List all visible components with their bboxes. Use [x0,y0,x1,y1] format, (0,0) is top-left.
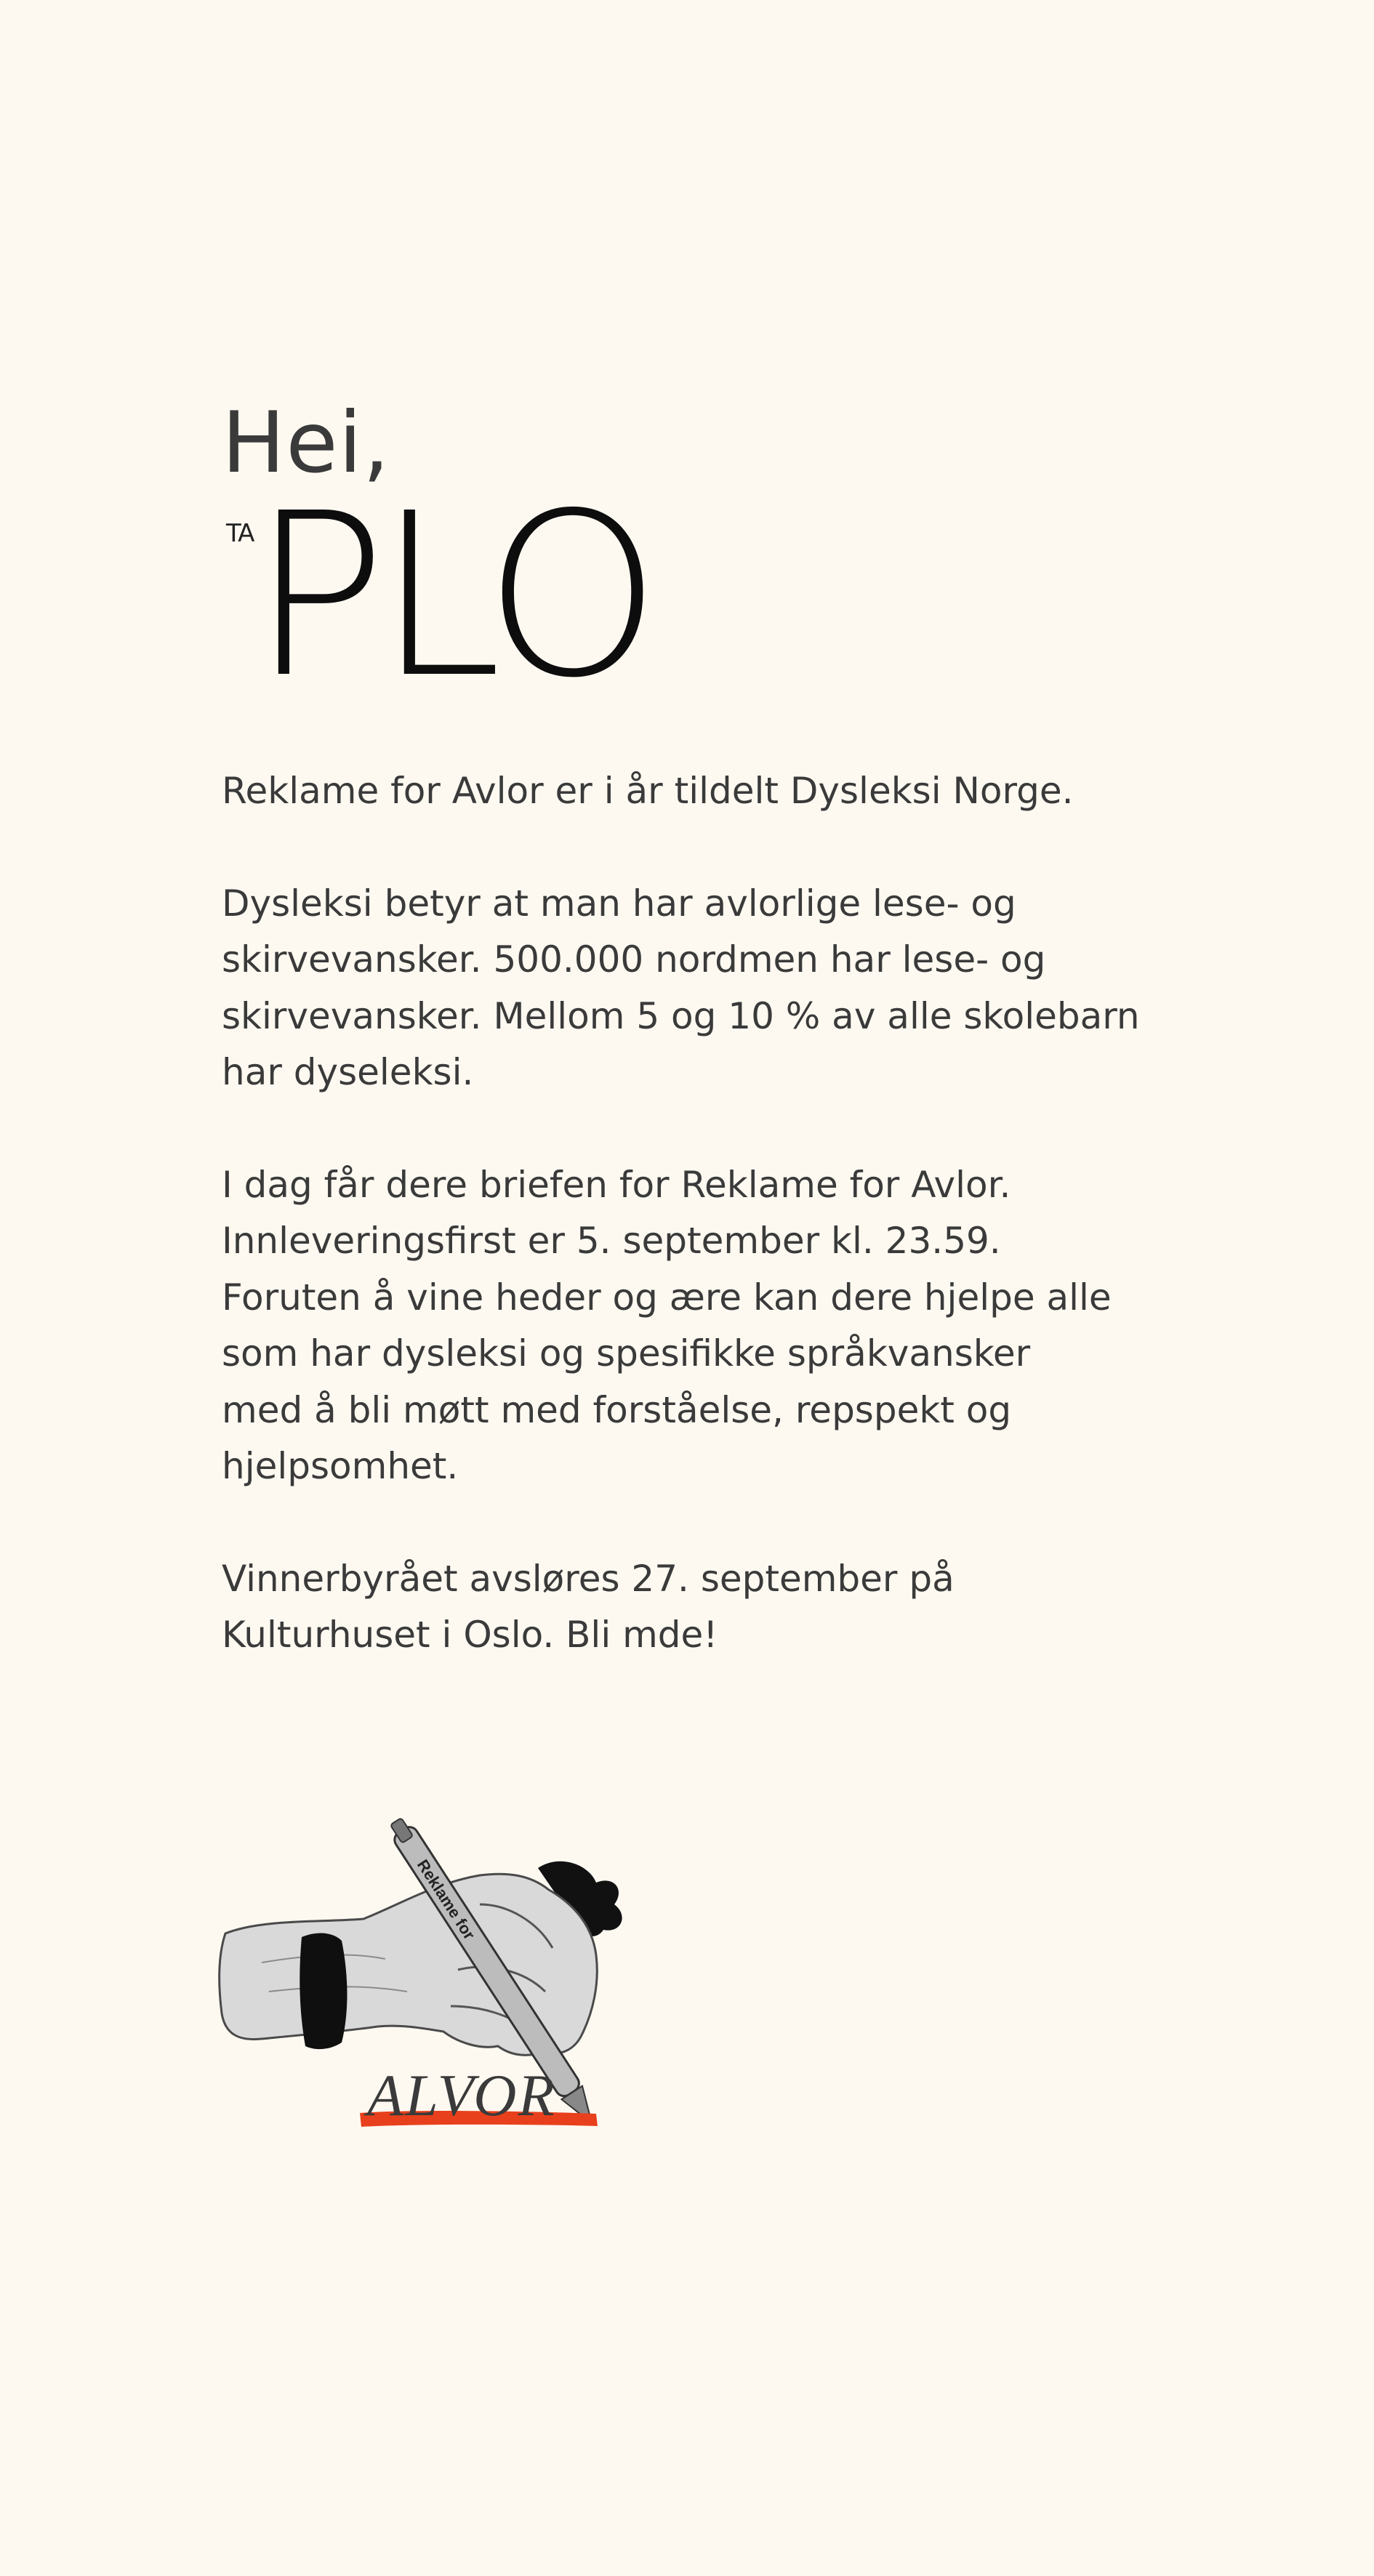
text-line: Foruten å vine heder og ære kan dere hjelpe alle [222,1276,1112,1319]
text-line: I dag får dere briefen for Reklame for Avlor. [222,1163,1011,1206]
hand-with-pen-illustration [218,1795,698,2152]
text-line: Vinnerbyrået avsløres 27. september på [222,1557,955,1600]
text-line: skirvevansker. 500.000 nordmen har lese- og [222,938,1046,981]
paragraph-winner-reveal [222,1551,1196,1664]
ink-wristband [300,1933,347,2050]
paragraph-brief [222,1157,1196,1495]
text-line: Kulturhuset i Oslo. Bli mde! [222,1614,718,1656]
text-line: har dyseleksi. [222,1051,474,1093]
text-line: skirvevansker. Mellom 5 og 10 % av alle skolebarn [222,994,1140,1037]
text-line: Innleveringsfirst er 5. september kl. 23.59. [222,1220,1001,1262]
text-line: med å bli møtt med forståelse, repspekt og [222,1388,1012,1431]
paragraph-dyslexia-facts [222,876,1196,1101]
pen-label: Reklame for [413,1856,479,1944]
intro-paragraph: Reklame for Avlor er i år tildelt Dysleksi Norge. [222,770,1074,812]
logo-wordmark: PLO [251,465,651,728]
text-line: hjelpsomhet. [222,1445,459,1487]
tapl-logo [222,465,658,728]
greeting-heading: Hei, [222,394,390,492]
text-line: Dysleksi betyr at man har avlorlige lese- og [222,882,1016,925]
hand-pen-drawing [218,1795,698,2152]
logo-prefix: TA [226,519,254,548]
text-line: som har dysleksi og spesifikke språkvansker [222,1332,1031,1374]
letter-body [222,763,1196,1664]
alvor-word: ALVOR [367,2062,556,2128]
letter-content [222,393,1196,1664]
